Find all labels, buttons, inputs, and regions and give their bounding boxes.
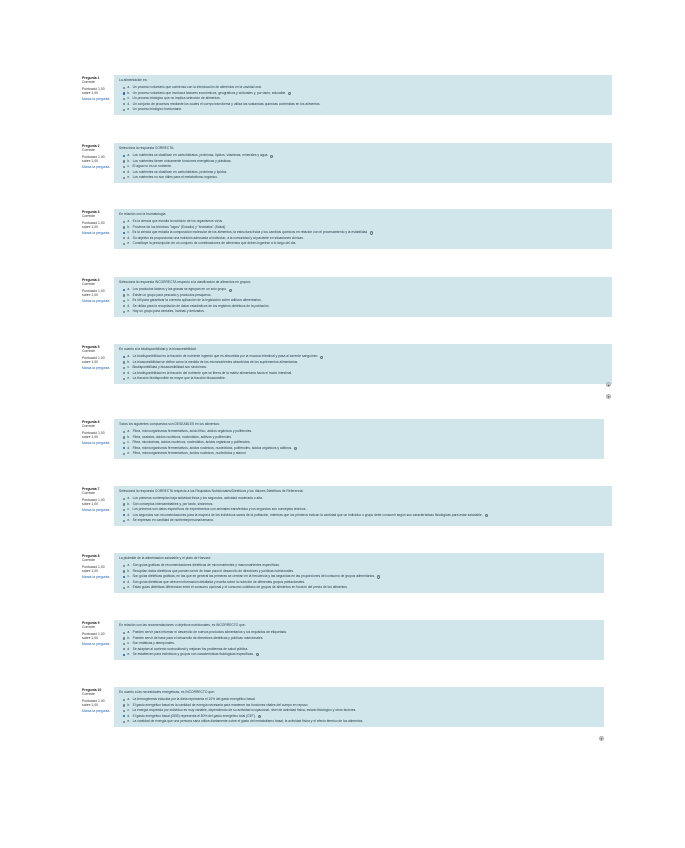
radio-button[interactable] [123, 587, 125, 589]
question-score: Puntuació 1,00 sobre 1,00 [82, 288, 105, 297]
radio-button[interactable] [123, 704, 125, 706]
question-content [114, 620, 604, 660]
question-info [82, 209, 114, 249]
question-info [82, 344, 114, 384]
question-info [82, 277, 114, 317]
radio-button[interactable] [123, 155, 125, 157]
question-number: Pregunta 3 [82, 210, 100, 214]
radio-button[interactable] [123, 98, 125, 100]
option-text: La termogénesis inducida por la dieta representa el 10% del gasto energético basal. [132, 697, 256, 702]
radio-button[interactable] [123, 160, 125, 162]
question-content [114, 553, 604, 593]
question-state: Correcte [82, 148, 96, 153]
question-content [114, 486, 612, 526]
option-text: Son guías dietéticas que ofrecen información detallada y escrita sobre la nutrición de diferentes grupos poblacionales. [132, 579, 306, 584]
radio-button[interactable] [123, 289, 125, 291]
question-content [114, 419, 604, 459]
question-block [82, 344, 612, 384]
radio-button[interactable] [123, 503, 125, 505]
option-letter: a. [127, 697, 131, 702]
radio-button[interactable] [123, 171, 125, 173]
question-score: Puntuació 1,00 sobre 1,00 [82, 698, 105, 707]
question-state: Correcte [82, 282, 96, 287]
option-text: Un proceso biológico involuntario. [132, 107, 183, 112]
question-info [82, 419, 114, 459]
radio-button[interactable] [123, 710, 125, 712]
question-state: Correcte [82, 692, 96, 697]
option-letter: b. [127, 434, 131, 439]
question-info [82, 687, 114, 727]
option-text: La cantidad de energía que una persona sana utiliza diariamente cubre el gasto del metabolismo basal, la actividad física y el efecto térmico de los alimentos. [132, 719, 364, 724]
check-icon: ✓ [371, 231, 374, 235]
question-content [114, 143, 612, 183]
option-text: Los segundos son recomendaciones para la mayoría de los individuos sanos de la población, mientras que los primeros indican la cantidad que un individuo o grupo debe consumir según sus características fisiológicas para estar saludable. [132, 512, 483, 517]
flag-question-link[interactable]: Marca la pregunta [82, 508, 110, 513]
option-text: Se adaptan al contexto sociocultural y mejoran los problemas de salud pública. [132, 646, 249, 651]
radio-button[interactable] [123, 103, 125, 105]
radio-button[interactable] [123, 643, 125, 645]
option-letter: d. [127, 579, 131, 584]
radio-button[interactable] [123, 565, 125, 567]
option-letter: e. [127, 309, 131, 314]
question-text: La alimentación es: [119, 78, 148, 82]
question-info [82, 143, 114, 183]
option-letter: a. [127, 429, 131, 434]
question-number: Pregunta 10 [82, 688, 102, 692]
option-text: Se expresan en cantidad de nutriente/persona/semana. [132, 518, 214, 523]
check-icon: ✓ [230, 288, 233, 292]
radio-button[interactable] [123, 378, 125, 380]
option-letter: c. [127, 641, 130, 646]
option-letter: b. [127, 702, 131, 707]
option-letter: c. [127, 365, 130, 370]
option-letter: a. [127, 496, 131, 501]
question-state: Correcte [82, 214, 96, 219]
option-text: Los nutrientes tienen únicamente funciones energéticas y plásticas. [132, 158, 232, 163]
radio-button[interactable] [123, 311, 125, 313]
answer-option[interactable] [119, 309, 606, 314]
question-state: Correcte [82, 625, 96, 630]
radio-button[interactable] [123, 654, 125, 656]
question-number: Pregunta 2 [82, 144, 100, 148]
question-number: Pregunta 6 [82, 420, 100, 424]
flag-question-link[interactable]: Marca la pregunta [82, 299, 110, 304]
check-icon: ✓ [321, 355, 324, 359]
option-letter: d. [127, 445, 131, 450]
question-content [114, 75, 612, 115]
option-letter: b. [127, 568, 131, 573]
answer-option[interactable] [119, 652, 598, 657]
radio-button[interactable] [123, 431, 125, 433]
radio-button[interactable] [123, 453, 125, 455]
answer-option[interactable] [119, 107, 606, 112]
radio-button[interactable] [123, 372, 125, 374]
question-text: Todos los siguientes compuestos son DESEABLES en los alimentos: [119, 422, 220, 426]
radio-button[interactable] [123, 177, 125, 179]
flag-question-link[interactable]: Marca la pregunta [82, 575, 110, 580]
option-text: La biodisponibilidad es la fracción del nutriente que se libera de la matriz alimentaria hacia el tracto intestinal. [132, 370, 293, 375]
radio-button[interactable] [123, 699, 125, 701]
question-content [114, 344, 612, 384]
question-content [114, 277, 612, 317]
check-icon: ✓ [271, 154, 274, 158]
check-icon: ✓ [289, 91, 292, 95]
check-icon: ✓ [485, 513, 488, 517]
question-text: Selecciona la respuesta INCORRECTA respecto a la clasificación de alimentos en grupos: [119, 280, 251, 284]
option-letter: b. [127, 359, 131, 364]
question-number: Pregunta 1 [82, 76, 100, 80]
radio-button[interactable] [123, 305, 125, 307]
question-text: En cuanto a las necesidades energéticas, es INCORRECTO que: [119, 690, 215, 694]
question-state: Correcte [82, 491, 96, 496]
option-text: Fibra, oxalatos, ácidos nucleicos, nucleótidos, aditivos y polifenoles. [132, 434, 232, 439]
option-text: Un proceso voluntario que comienza con la introducción de alimentos en la cavidad oral. [132, 85, 262, 90]
option-letter: a. [127, 354, 131, 359]
question-info [82, 553, 114, 593]
answer-option[interactable] [119, 585, 598, 590]
question-info [82, 75, 114, 115]
option-text: Los nutrientes se clasifican en carbohidratos, proteínas, lípidos, vitaminas, minerales y agua. [132, 153, 269, 158]
option-text: Fibra, micotoxinas, ácidos nucleicos, nucleótidos, ácidos orgánicos y polifenoles. [132, 440, 251, 445]
scroll-corner-icon[interactable]: ▼ [600, 737, 603, 741]
radio-button[interactable] [123, 498, 125, 500]
option-letter: b. [127, 635, 131, 640]
option-letter: a. [127, 219, 131, 224]
question-block [82, 419, 604, 459]
option-text: Fibra, microorganismos fermentativos, ácidos nucleicos, nucleótidos, polifenoles, ácidos orgánicos y aditivos. [132, 445, 293, 450]
scroll-up-icon[interactable]: ▲ [607, 383, 610, 387]
option-text: Proviene de los términos "logos" (Estudio) y "bromatos" (Salud). [132, 224, 227, 229]
question-block [82, 553, 604, 593]
flag-question-link[interactable]: Marca la pregunta [82, 165, 110, 170]
question-score: Puntuació 1,00 sobre 1,00 [82, 564, 105, 573]
option-text: Los nutrientes no son útiles para el metabolismo orgánico. [132, 175, 218, 180]
radio-button[interactable] [123, 294, 125, 296]
radio-button[interactable] [123, 166, 125, 168]
option-text: Se utiliza para la recopilación de datos estadísticos de los registros dietéticos de la población. [132, 303, 270, 308]
question-content [114, 209, 612, 249]
option-text: Es la ciencia que estudia la composición molecular de los alimentos, la estructura física y los cambios químicos en relación con el procesamiento y la estabilidad. [132, 230, 369, 235]
flag-question-link[interactable]: Marca la pregunta [82, 97, 110, 102]
option-text: Fibra, microorganismos fermentativos, ácido fítico, ácidos orgánicos y polifenoles. [132, 429, 253, 434]
radio-button[interactable] [123, 361, 125, 363]
option-letter: c. [127, 440, 130, 445]
answer-option[interactable] [119, 719, 598, 724]
radio-button[interactable] [123, 92, 125, 94]
option-letter: e. [127, 376, 131, 381]
question-state: Correcte [82, 558, 96, 563]
radio-button[interactable] [123, 109, 125, 111]
question-number: Pregunta 4 [82, 278, 100, 282]
question-score: Puntuació 1,00 sobre 1,00 [82, 355, 105, 364]
option-letter: d. [127, 370, 131, 375]
flag-question-link[interactable]: Marca la pregunta [82, 642, 110, 647]
option-text: Es la ciencia que estudia la nutrición de los organismos vivos. [132, 219, 223, 224]
radio-button[interactable] [123, 637, 125, 639]
option-text: Los primeros contemplan baja actividad física y los segundos, actividad moderada o alta. [132, 496, 263, 501]
option-text: Se establecen para individuos y grupos con características fisiológicas específicas. [132, 652, 254, 657]
question-block [82, 143, 612, 183]
option-letter: a. [127, 287, 131, 292]
radio-button[interactable] [123, 715, 125, 717]
option-text: El agua no es un nutriente. [132, 164, 172, 169]
radio-button[interactable] [123, 632, 125, 634]
option-text: Pueden servir para informar el desarrollo de nuevos productos alimentarios y los requisitos de etiquetado. [132, 630, 288, 635]
radio-button[interactable] [123, 721, 125, 723]
flag-question-link[interactable]: Marca la pregunta [82, 366, 110, 371]
option-letter: d. [127, 303, 131, 308]
radio-button[interactable] [123, 447, 125, 449]
option-letter: c. [127, 574, 130, 579]
option-text: Son estáticas y atemporales. [132, 641, 175, 646]
answer-option[interactable] [119, 518, 606, 523]
radio-button[interactable] [123, 576, 125, 578]
radio-button[interactable] [123, 237, 125, 239]
option-text: Hay un grupo para cereales, harinas y derivados. [132, 309, 205, 314]
option-letter: e. [127, 175, 131, 180]
scroll-down-icon[interactable]: ▼ [607, 395, 610, 399]
option-text: Un conjunto de procesos mediante los cuales el cuerpo transforma y utiliza las sustancias químicas contenidas en los alimentos. [132, 101, 321, 106]
radio-button[interactable] [123, 221, 125, 223]
option-letter: c. [127, 507, 130, 512]
option-text: Estas guías dietéticas diferencian entre el consumo opcional y el consumo cotidiano de grupos de alimentos en función del precio de los alimentos. [132, 585, 348, 590]
option-letter: a. [127, 153, 131, 158]
radio-button[interactable] [123, 520, 125, 522]
radio-button[interactable] [123, 232, 125, 234]
option-letter: c. [127, 298, 130, 303]
radio-button[interactable] [123, 243, 125, 245]
option-letter: b. [127, 501, 131, 506]
radio-button[interactable] [123, 442, 125, 444]
option-letter: e. [127, 451, 131, 456]
question-block [82, 277, 612, 317]
question-number: Pregunta 8 [82, 554, 100, 558]
option-text: Los productos lácteos y las grasas se agrupan en un solo grupo. [132, 287, 228, 292]
question-score: Puntuació 1,00 sobre 1,00 [82, 86, 105, 95]
answer-option[interactable] [119, 376, 606, 381]
option-text: Un proceso voluntario que involucra factores económicos, geográficos y culturales y, por tanto, educable. [132, 90, 287, 95]
radio-button[interactable] [123, 87, 125, 89]
question-score: Puntuació 1,00 sobre 1,00 [82, 497, 105, 506]
question-content [114, 687, 604, 727]
option-text: Fibra, microorganismos fermentativos, ácidos nucleicos, nucleótidos y alamol. [132, 451, 247, 456]
question-info [82, 486, 114, 526]
flag-question-link[interactable]: Marca la pregunta [82, 441, 110, 446]
option-letter: a. [127, 563, 131, 568]
option-letter: d. [127, 101, 131, 106]
question-text: Selecciona la respuesta CORRECTA respecto a los Requisitos Nutricionales/Dietéticos y los Valores Dietéticos de Referencia: [119, 489, 304, 493]
question-state: Correcte [82, 424, 96, 429]
option-letter: d. [127, 169, 131, 174]
radio-button[interactable] [123, 436, 125, 438]
option-letter: c. [127, 230, 130, 235]
option-letter: e. [127, 241, 131, 246]
radio-button[interactable] [123, 226, 125, 228]
option-text: Es útil para garantizar la correcta aplicación de la legislación sobre aditivos alimentarios. [132, 298, 262, 303]
radio-button[interactable] [123, 300, 125, 302]
option-text: Los nutrientes se clasifican en carbohidratos, proteínas y lípidos. [132, 169, 228, 174]
question-score: Puntuació 1,00 sobre 1,00 [82, 220, 105, 229]
question-block [82, 687, 604, 727]
check-icon: ✓ [258, 714, 261, 718]
option-letter: d. [127, 713, 131, 718]
question-text: En relación con la bromatología: [119, 212, 167, 216]
option-text: Recopilan datos dietéticos que pueden servir de base para el desarrollo de directrices y políticas nutricionales. [132, 568, 294, 573]
answer-option[interactable] [119, 175, 606, 180]
flag-question-link[interactable]: Marca la pregunta [82, 709, 110, 714]
option-text: Existe un grupo para pescado y productos pesqueros. [132, 292, 212, 297]
radio-button[interactable] [123, 648, 125, 650]
option-letter: c. [127, 164, 130, 169]
check-icon: ✓ [295, 446, 298, 450]
answer-option[interactable] [119, 451, 598, 456]
radio-button[interactable] [123, 581, 125, 583]
radio-button[interactable] [123, 570, 125, 572]
radio-button[interactable] [123, 356, 125, 358]
option-text: Son guías gráficas de recomendaciones dietéticas de micronutrientes y macronutrientes específicas. [132, 563, 280, 568]
question-block [82, 486, 612, 526]
option-letter: a. [127, 85, 131, 90]
question-block [82, 75, 612, 115]
question-info [82, 620, 114, 660]
option-letter: b. [127, 224, 131, 229]
question-score: Puntuació 1,00 sobre 1,00 [82, 631, 105, 640]
option-letter: b. [127, 158, 131, 163]
option-letter: c. [127, 96, 130, 101]
option-letter: d. [127, 512, 131, 517]
question-block [82, 620, 604, 660]
question-text: La pirámide de la alimentación saludable y el plato de Harvard: [119, 556, 212, 560]
radio-button[interactable] [123, 367, 125, 369]
option-text: Un proceso biológico que no implica selección de alimentos. [132, 96, 221, 101]
option-letter: b. [127, 90, 131, 95]
option-text: La bioaccesibilidad se define como la medida de los micronutrientes absorbidos de los suplementos alimentarios. [132, 359, 299, 364]
option-letter: e. [127, 585, 131, 590]
option-letter: b. [127, 292, 131, 297]
option-text: Pueden servir de base para el desarrollo de directrices dietéticas y políticas nutricionales. [132, 635, 264, 640]
option-text: La fracción biodisponible es mayor que la fracción bioaccesible. [132, 376, 226, 381]
question-number: Pregunta 9 [82, 621, 100, 625]
option-letter: e. [127, 652, 131, 657]
option-letter: e. [127, 518, 131, 523]
option-letter: a. [127, 630, 131, 635]
question-state: Correcte [82, 80, 96, 85]
option-letter: e. [127, 719, 131, 724]
radio-button[interactable] [123, 509, 125, 511]
question-text: Selecciona la respuesta CORRECTA: [119, 146, 175, 150]
question-text: En relación con las recomendaciones u objetivos nutricionales, es INCORRECTO que: [119, 623, 246, 627]
option-text: Biodisponibilidad y bioaccesibilidad son sinónimos. [132, 365, 207, 370]
option-letter: d. [127, 646, 131, 651]
option-text: El gasto energético basal es la cantidad de energía necesaria para mantener las funciones vitales del cuerpo en reposo. [132, 702, 309, 707]
question-number: Pregunta 5 [82, 345, 100, 349]
option-text: Constituye la prescripción de un conjunto de combinaciones de alimentos que deben ingerirse a lo largo del día. [132, 241, 297, 246]
question-text: En cuanto a la biodisponibilidad y la bioaccesibilidad: [119, 347, 197, 351]
question-number: Pregunta 7 [82, 487, 100, 491]
option-text: El gasto energético basal (GEB) representa el 80% del gasto energético total (GET). [132, 713, 256, 718]
question-state: Correcte [82, 349, 96, 354]
option-letter: e. [127, 107, 131, 112]
option-text: Su objetivo es proporcionar una nutrición adecuada al individuo, a la comunidad y al paciente en situaciones clínicas. [132, 235, 304, 240]
radio-button[interactable] [123, 514, 125, 516]
option-text: Los primeros son datos específicos de experimentos con animales transferidos y los segundos son conceptos teóricos. [132, 507, 307, 512]
option-text: Son guías dietéticas gráficas, en las que en general las primeras se centran en la frecuencia y las segundas en las proporciones del consumo de grupos alimentarios. [132, 574, 375, 579]
flag-question-link[interactable]: Marca la pregunta [82, 231, 110, 236]
option-letter: c. [127, 708, 130, 713]
question-score: Puntuació 1,00 sobre 1,00 [82, 430, 105, 439]
option-text: La energía requerida por individuo es muy variable, dependiendo de su actividad ocupacional, nivel de actividad física, estado fisiológico y otros factores. [132, 708, 357, 713]
option-text: La biodisponibilidad es la fracción de nutriente ingerido que es absorbida por la mucosa intestinal y pasa al torrente sanguíneo. [132, 354, 319, 359]
check-icon: ✓ [377, 575, 380, 579]
answer-option[interactable] [119, 241, 606, 246]
question-block [82, 209, 612, 249]
option-text: Son conceptos intercambiables y, por tanto, sinónimos. [132, 501, 214, 506]
question-score: Puntuació 1,00 sobre 1,00 [82, 154, 105, 163]
option-letter: d. [127, 235, 131, 240]
check-icon: ✓ [256, 653, 259, 657]
